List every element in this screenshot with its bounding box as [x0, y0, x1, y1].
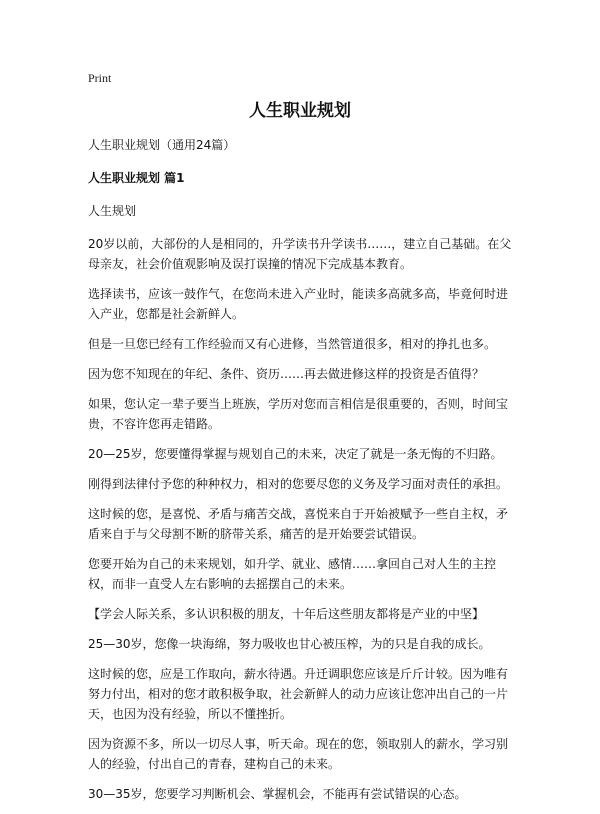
paragraph: 这时候的您，是喜悦、矛盾与痛苦交战，喜悦来自于开始被赋予一些自主权，矛盾来自于与父母割不断的脐带关系，痛苦的是开始要尝试错误。: [88, 507, 509, 541]
paragraph: 20岁以前，大部份的人是相同的，升学读书升学读书……，建立自己基础。在父母亲友，社会价值观影响及误打误撞的情况下完成基本教育。: [88, 237, 512, 271]
section-lead: 人生规划: [88, 204, 137, 218]
paragraph: 您要开始为自己的未来规划，如升学、就业、感情……拿回自己对人生的主控权，而非一直受人左右影响的去摇摆自己的未来。: [88, 557, 497, 591]
print-label: Print: [88, 71, 112, 85]
paragraph: 如果，您认定一辈子要当上班族，学历对您而言相信是很重要的，否则，时间宝贵，不容许您再走错路。: [88, 397, 509, 431]
paragraph: 因为资源不多，所以一切尽人事，听天命。现在的您，领取别人的薪水，学习别人的经验，付出自己的青春，建构自己的未来。: [88, 737, 509, 771]
document-subtitle: 人生职业规划（通用24篇）: [88, 138, 236, 152]
paragraph: 刚得到法律付予您的种种权力，相对的您要尽您的义务及学习面对责任的承担。: [88, 477, 509, 491]
paragraph: 选择读书，应该一鼓作气，在您尚未进入产业时，能读多高就多高，毕竟何时进入产业，您都是社会新鲜人。: [88, 287, 509, 321]
paragraph: 因为您不知现在的年纪、条件、资历……再去做进修这样的投资是否值得？: [88, 367, 485, 381]
paragraph: 但是一旦您已经有工作经验而又有心进修，当然管道很多，相对的挣扎也多。: [88, 337, 497, 351]
paragraph: 这时候的您，应是工作取向，薪水待遇。升迁调职您应该是斤斤计较。因为唯有努力付出，相对的您才敢积极争取，社会新鲜人的动力应该让您冲出自己的一片天，也因为没有经验，所以不懂挫折。: [88, 667, 509, 721]
document-body: [88, 135, 512, 814]
paragraph: 25—30岁，您像一块海绵，努力吸收也甘心被压榨，为的只是自我的成长。: [88, 637, 491, 651]
paragraph: 30—35岁，您要学习判断机会、掌握机会，不能再有尝试错误的心态。: [88, 787, 467, 801]
document-title: 人生职业规划: [249, 101, 351, 121]
paragraph: 20—25岁，您要懂得掌握与规划自己的未来，决定了就是一条无悔的不归路。: [88, 447, 503, 461]
section-heading: 人生职业规划 篇1: [88, 171, 185, 185]
paragraph: 【学会人际关系，多认识积极的朋友，十年后这些朋友都将是产业的中坚】: [88, 607, 485, 621]
